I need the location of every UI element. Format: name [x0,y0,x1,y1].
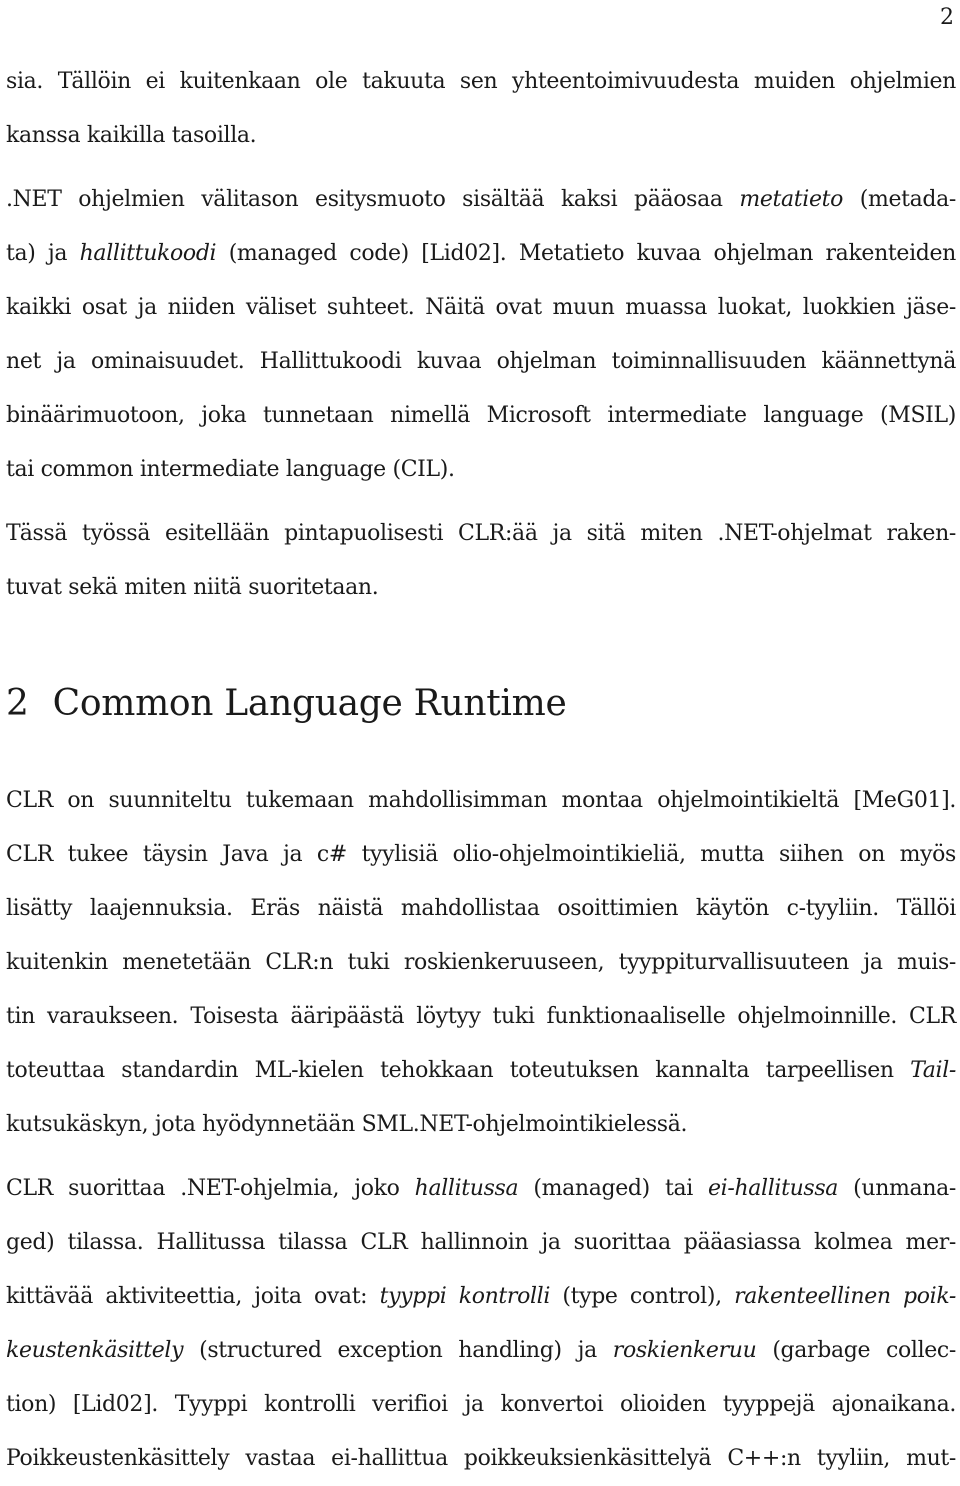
text-line: keustenkäsittely (structured exception handling) ja roskienkeruu (garbage collec- [6,1338,956,1363]
emphasized-term: roskienkeruu [612,1338,757,1363]
text-line: CLR tukee täysin Java ja c# tyylisiä olio-ohjelmointikieliä, mutta siihen on myös [6,842,956,867]
text-line: CLR on suunniteltu tukemaan mahdollisimman montaa ohjelmointikieltä [MeG01]. [6,788,956,813]
text-line: toteuttaa standardin ML-kielen tehokkaan toteutuksen kannalta tarpeellisen Tail- [6,1058,956,1083]
paragraph-clr-execution [6,1162,956,1486]
emphasized-term: hallittukoodi [79,241,217,266]
section-title: Common Language Runtime [52,683,567,724]
text-line: kaikki osat ja niiden väliset suhteet. Näitä ovat muun muassa luokat, luokkien jäse- [6,295,956,320]
emphasized-term: metatieto [739,187,844,212]
text-line: sia. Tällöin ei kuitenkaan ole takuuta sen yhteentoimivuudesta muiden ohjelmien [6,69,956,94]
paragraph-net-intermediate [6,173,956,497]
text-line: binäärimuotoon, joka tunnetaan nimellä Microsoft intermediate language (MSIL) [6,403,956,428]
text-line: lisätty laajennuksia. Eräs näistä mahdollistaa osoittimien käytön c-tyyliin. Tällöi [6,896,956,921]
text-line: kuitenkin menetetään CLR:n tuki roskienkeruuseen, tyyppiturvallisuuteen ja muis- [6,950,956,975]
emphasized-term: tyyppi kontrolli [379,1284,551,1309]
text-line: tin varaukseen. Toisesta ääripäästä löytyy tuki funktionaaliselle ohjelmoinnille. CLR [6,1004,956,1029]
text-line: ta) ja hallittukoodi (managed code) [Lid02]. Metatieto kuvaa ohjelman rakenteiden [6,241,956,266]
text-line: tion) [Lid02]. Tyyppi kontrolli verifioi ja konvertoi olioiden tyyppejä ajonaikana. [6,1392,956,1417]
page-number: 2 [940,5,954,30]
text-line: tuvat sekä miten niitä suoritetaan. [6,575,379,600]
emphasized-term: keustenkäsittely [6,1338,184,1363]
emphasized-term: ei-hallitussa [708,1176,839,1201]
emphasized-term: Tail- [910,1058,956,1083]
text-line: tai common intermediate language (CIL). [6,457,455,482]
paragraph-intro-end [6,55,956,163]
section-number: 2 [6,683,29,724]
text-line: Tässä työssä esitellään pintapuolisesti CLR:ää ja sitä miten .NET-ohjelmat raken- [6,521,956,546]
emphasized-term: rakenteellinen poik- [734,1284,957,1309]
section-heading [6,680,956,774]
text-line: kutsukäskyn, jota hyödynnetään SML.NET-ohjelmointikielessä. [6,1112,688,1137]
paragraph-clr-languages [6,774,956,1152]
text-line: CLR suorittaa .NET-ohjelmia, joko hallitussa (managed) tai ei-hallitussa (unmana- [6,1176,956,1201]
page-body [6,55,956,1486]
text-line: .NET ohjelmien välitason esitysmuoto sisältää kaksi pääosaa metatieto (metada- [6,187,956,212]
text-line: ged) tilassa. Hallitussa tilassa CLR hallinnoin ja suorittaa pääasiassa kolmea mer- [6,1230,956,1255]
text-line: net ja ominaisuudet. Hallittukoodi kuvaa ohjelman toiminnallisuuden käännettynä [6,349,956,374]
paragraph-work-scope [6,507,956,615]
emphasized-term: hallitussa [414,1176,519,1201]
text-line: Poikkeustenkäsittely vastaa ei-hallittua poikkeuksienkäsittelyä C++:n tyyliin, mut- [6,1446,956,1471]
text-line: kittävää aktiviteettia, joita ovat: tyyppi kontrolli (type control), rakenteellinen poik- [6,1284,957,1309]
text-line: kanssa kaikilla tasoilla. [6,123,257,148]
